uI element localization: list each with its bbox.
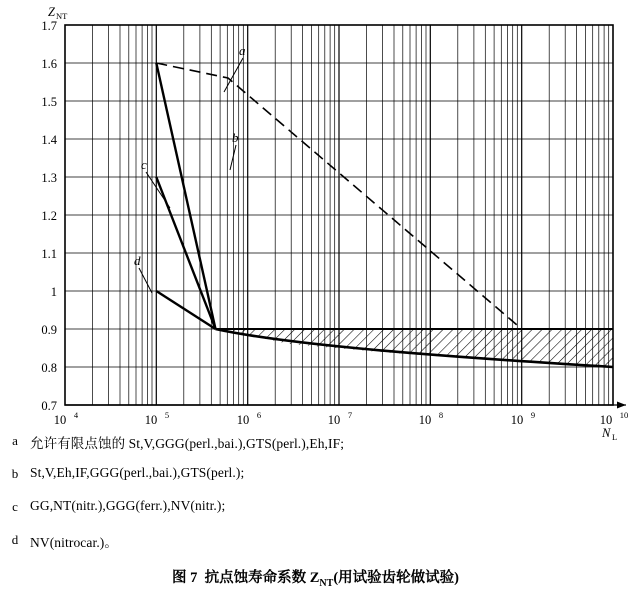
curve-label-c: c [141, 157, 147, 172]
svg-text:1.2: 1.2 [41, 209, 57, 223]
svg-text:1.5: 1.5 [41, 95, 57, 109]
curve-label-b: b [232, 130, 239, 145]
legend-key-c: c [12, 499, 18, 514]
legend-key-b: b [11, 466, 19, 481]
legend-text-b: St,V,Eh,IF,GGG(perl.,bai.),GTS(perl.); [30, 465, 245, 480]
legend [0, 432, 631, 564]
svg-text:10: 10 [53, 413, 67, 427]
legend-item-c [0, 498, 631, 531]
svg-text:1.7: 1.7 [41, 19, 57, 33]
legend-text-c: GG,NT(nitr.),GGG(ferr.),NV(nitr.); [30, 498, 226, 513]
svg-text:10: 10 [144, 413, 158, 427]
svg-text:1.1: 1.1 [41, 247, 57, 261]
svg-text:10: 10 [510, 413, 524, 427]
svg-text:10: 10 [599, 413, 613, 427]
legend-item-b [0, 465, 631, 498]
svg-text:10: 10 [236, 413, 250, 427]
svg-text:5: 5 [164, 410, 170, 420]
legend-key-a: a [12, 433, 18, 448]
svg-text:0.8: 0.8 [41, 361, 57, 375]
svg-text:8: 8 [438, 410, 444, 420]
svg-text:Z: Z [48, 5, 55, 19]
svg-text:9: 9 [530, 410, 536, 420]
svg-text:4: 4 [73, 410, 79, 420]
caption-main: 抗点蚀寿命系数 Z [204, 570, 320, 586]
legend-item-d [0, 531, 631, 564]
legend-text-d: NV(nitrocar.)。 [30, 535, 118, 550]
svg-text:1.3: 1.3 [41, 171, 57, 185]
svg-text:10: 10 [418, 413, 432, 427]
x-tick-labels [54, 410, 629, 427]
caption-suffix: (用试验齿轮做试验) [333, 570, 459, 586]
svg-text:0.7: 0.7 [41, 399, 57, 413]
svg-text:10: 10 [327, 413, 341, 427]
legend-key-d: d [11, 532, 19, 547]
caption-sub: NT [319, 577, 334, 589]
svg-text:L: L [612, 432, 618, 440]
legend-text-a: 允许有限点蚀的 St,V,GGG(perl.,bai.),GTS(perl.),Eh,IF; [30, 436, 345, 451]
svg-text:7: 7 [347, 410, 353, 420]
y-tick-labels [41, 19, 57, 413]
svg-text:0.9: 0.9 [41, 323, 57, 337]
figure-caption [0, 566, 631, 589]
svg-text:10: 10 [619, 410, 629, 420]
svg-text:6: 6 [256, 410, 262, 420]
svg-text:NT: NT [56, 11, 68, 21]
svg-text:1.6: 1.6 [41, 57, 57, 71]
svg-text:1.4: 1.4 [41, 133, 57, 147]
legend-item-a [0, 432, 631, 465]
curve-label-d: d [134, 253, 141, 268]
svg-text:N: N [602, 426, 611, 440]
svg-text:1: 1 [50, 285, 57, 299]
caption-prefix: 图 7 [172, 570, 198, 586]
y-axis-title [48, 5, 68, 21]
curve-label-a: a [239, 43, 246, 58]
